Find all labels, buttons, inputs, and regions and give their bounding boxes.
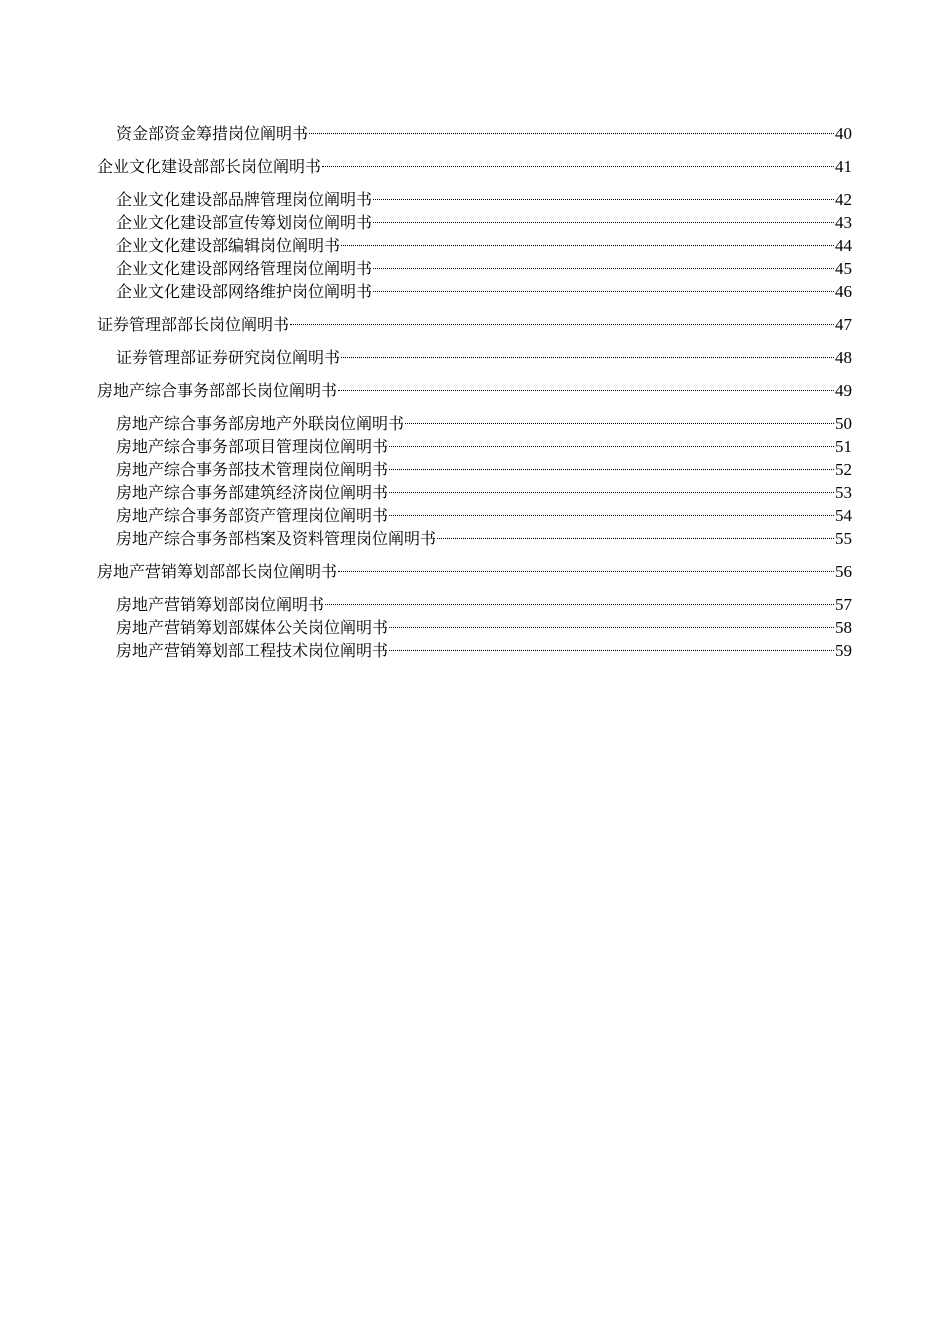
toc-leader-dots — [373, 182, 834, 205]
toc-entry-title: 资金部资金筹措岗位阐明书 — [116, 124, 309, 143]
toc-entry[interactable] — [97, 406, 852, 433]
toc-leader-dots — [309, 116, 834, 139]
toc-entry-page: 45 — [835, 259, 852, 278]
toc-entry-page: 53 — [835, 483, 852, 502]
toc-entry-title: 房地产综合事务部技术管理岗位阐明书 — [116, 460, 389, 479]
toc-entry-page: 41 — [835, 157, 852, 176]
toc-entry-title: 企业文化建设部网络管理岗位阐明书 — [116, 259, 373, 278]
toc-entry-title: 房地产营销筹划部工程技术岗位阐明书 — [116, 641, 389, 660]
toc-entry-title: 企业文化建设部宣传筹划岗位阐明书 — [116, 213, 373, 232]
toc-entry-title: 企业文化建设部部长岗位阐明书 — [97, 157, 322, 176]
toc-entry[interactable] — [97, 116, 852, 143]
toc-entry[interactable] — [97, 373, 852, 400]
toc-leader-dots — [373, 251, 834, 274]
toc-entry[interactable] — [97, 554, 852, 581]
toc-entry[interactable] — [97, 182, 852, 209]
toc-entry-page: 54 — [835, 506, 852, 525]
toc-entry-page: 49 — [835, 381, 852, 400]
toc-entry[interactable] — [97, 340, 852, 367]
toc-entry-page: 58 — [835, 618, 852, 637]
toc-entry-page: 46 — [835, 282, 852, 301]
toc-entry-page: 52 — [835, 460, 852, 479]
toc-entry-page: 40 — [835, 124, 852, 143]
toc-entry-title: 房地产营销筹划部岗位阐明书 — [116, 595, 325, 614]
toc-entry-title: 房地产综合事务部资产管理岗位阐明书 — [116, 506, 389, 525]
toc-entry[interactable] — [97, 307, 852, 334]
toc-entry-page: 50 — [835, 414, 852, 433]
toc-entry-title: 证券管理部部长岗位阐明书 — [97, 315, 290, 334]
table-of-contents — [97, 116, 852, 660]
toc-entry-title: 企业文化建设部网络维护岗位阐明书 — [116, 282, 373, 301]
toc-entry-page: 59 — [835, 641, 852, 660]
toc-entry-page: 44 — [835, 236, 852, 255]
toc-entry-title: 房地产综合事务部项目管理岗位阐明书 — [116, 437, 389, 456]
toc-leader-dots — [341, 340, 834, 363]
toc-leader-dots — [290, 307, 834, 330]
toc-entry-title: 企业文化建设部品牌管理岗位阐明书 — [116, 190, 373, 209]
toc-entry-title: 企业文化建设部编辑岗位阐明书 — [116, 236, 341, 255]
toc-leader-dots — [437, 521, 834, 544]
toc-entry-page: 57 — [835, 595, 852, 614]
toc-entry-title: 房地产综合事务部档案及资料管理岗位阐明书 — [116, 529, 437, 548]
toc-leader-dots — [341, 228, 834, 251]
toc-entry-page: 48 — [835, 348, 852, 367]
toc-leader-dots — [325, 587, 834, 610]
toc-entry-title: 房地产营销筹划部媒体公关岗位阐明书 — [116, 618, 389, 637]
toc-entry-page: 47 — [835, 315, 852, 334]
toc-leader-dots — [373, 274, 834, 297]
toc-entry-page: 55 — [835, 529, 852, 548]
toc-leader-dots — [373, 205, 834, 228]
toc-entry-title: 房地产营销筹划部部长岗位阐明书 — [97, 562, 338, 581]
toc-entry-page: 42 — [835, 190, 852, 209]
toc-leader-dots — [389, 610, 834, 633]
toc-entry-page: 43 — [835, 213, 852, 232]
toc-entry-title: 房地产综合事务部房地产外联岗位阐明书 — [116, 414, 405, 433]
toc-leader-dots — [389, 475, 834, 498]
toc-leader-dots — [389, 429, 834, 452]
toc-entry-title: 房地产综合事务部建筑经济岗位阐明书 — [116, 483, 389, 502]
toc-leader-dots — [405, 406, 834, 429]
toc-entry[interactable] — [97, 587, 852, 614]
toc-leader-dots — [389, 498, 834, 521]
toc-entry-page: 56 — [835, 562, 852, 581]
toc-entry-title: 证券管理部证券研究岗位阐明书 — [116, 348, 341, 367]
toc-leader-dots — [338, 373, 834, 396]
toc-leader-dots — [389, 452, 834, 475]
toc-entry-title: 房地产综合事务部部长岗位阐明书 — [97, 381, 338, 400]
toc-leader-dots — [389, 633, 834, 656]
toc-leader-dots — [322, 149, 834, 172]
toc-entry[interactable] — [97, 149, 852, 176]
toc-entry-page: 51 — [835, 437, 852, 456]
toc-leader-dots — [338, 554, 834, 577]
